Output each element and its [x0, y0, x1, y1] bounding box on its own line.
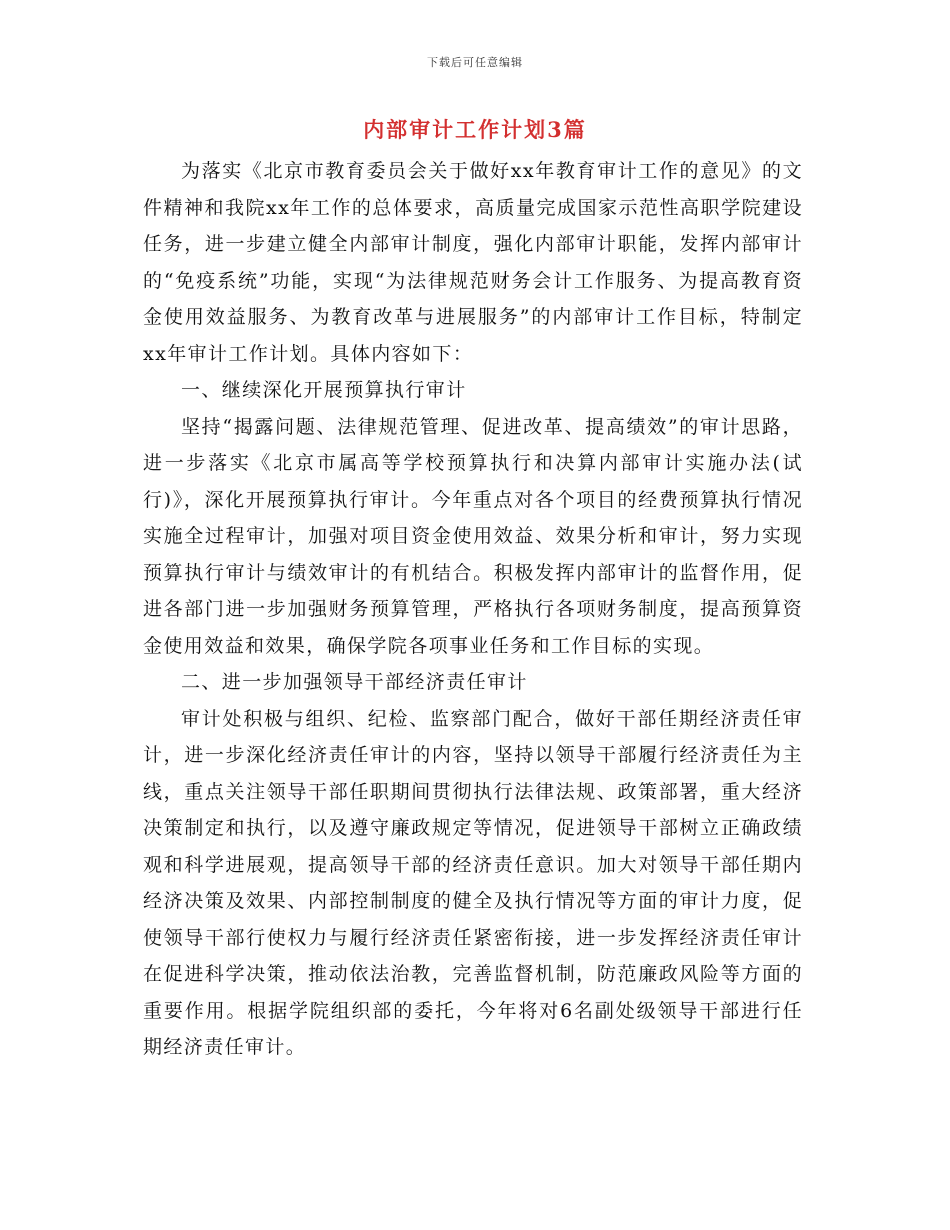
paragraph-economic-responsibility: 审计处积极与组织、纪检、监察部门配合，做好干部任期经济责任审计，进一步深化经济责任审计的内容，坚持以领导干部履行经济责任为主线，重点关注领导干部任职期间贯彻执行法律法规、政策部署，重大经济决策制定和执行，以及遵守廉政规定等情况，促进领导干部树立正确政绩观和科学进展观，提高领导干部的经济责任意识。加大对领导干部任期内经济决策及效果、内部控制制度的健全及执行情况等方面的审计力度，促使领导干部行使权力与履行经济责任紧密衔接，进一步发挥经济责任审计在促进科学决策，推动依法治教，完善监督机制，防范廉政风险等方面的重要作用。根据学院组织部的委托，今年将对6名副处级领导干部进行任期经济责任审计。 [143, 707, 803, 1058]
header-note: 下载后可任意编辑 [427, 56, 523, 69]
paragraph-intro: 为落实《北京市教育委员会关于做好xx年教育审计工作的意见》的文件精神和我院xx年工作的总体要求，高质量完成国家示范性高职学院建设任务，进一步建立健全内部审计制度，强化内部审计职能，发挥内部审计的“免疫系统”功能，实现“为法律规范财务会计工作服务、为提高教育资金使用效益服务、为教育改革与进展服务”的内部审计工作目标，特制定xx年审计工作计划。具体内容如下： [143, 160, 803, 365]
document-body [143, 153, 803, 1066]
section-heading-1: 一、继续深化开展预算执行审计 [181, 379, 467, 401]
paragraph-budget-audit: 坚持“揭露问题、法律规范管理、促进改革、提高绩效”的审计思路，进一步落实《北京市属高等学校预算执行和决算内部审计实施办法(试行)》，深化开展预算执行审计。今年重点对各个项目的经费预算执行情况实施全过程审计，加强对项目资金使用效益、效果分析和审计，努力实现预算执行审计与绩效审计的有机结合。积极发挥内部审计的监督作用，促进各部门进一步加强财务预算管理，严格执行各项财务制度，提高预算资金使用效益和效果，确保学院各项事业任务和工作目标的实现。 [143, 415, 803, 657]
document-title: 内部审计工作计划3篇 [363, 117, 587, 142]
section-heading-2: 二、进一步加强领导干部经济责任审计 [181, 671, 528, 693]
